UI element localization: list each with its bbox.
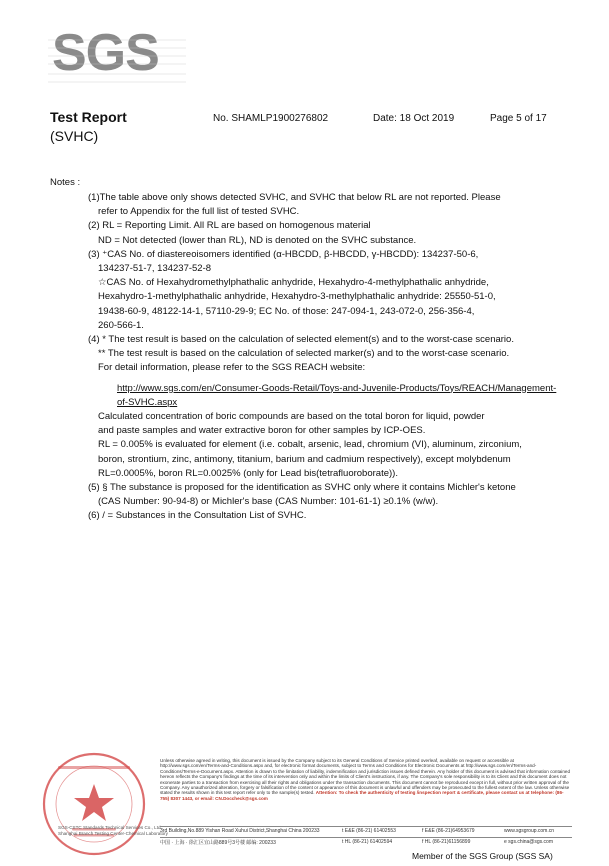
note-line: Calculated concentration of boric compounds are based on the total boron for liquid, powder (98, 411, 485, 423)
note-line: (1)The table above only shows detected SVHC, and SVHC that below RL are not reported. Please (88, 192, 501, 203)
reach-link[interactable]: http://www.sgs.com/en/Consumer-Goods-Retail/Toys-and-Juvenile-Products/Toys/REACH/Management- (117, 382, 557, 394)
note-line: ND = Not detected (lower than RL), ND is denoted on the SVHC substance. (98, 234, 417, 246)
address-en-row (160, 826, 572, 837)
report-subtitle: (SVHC) (50, 128, 99, 144)
reach-link-cont[interactable]: of-SVHC.aspx (117, 396, 178, 408)
report-number: No. SHAMLP1900276802 (213, 113, 329, 124)
note-line: For detail information, please refer to the SGS REACH website: (98, 362, 366, 374)
tel-cn: t HL (86-21) 61402594 (342, 839, 393, 845)
fax-en: f E&E (86-21)64953679 (422, 828, 475, 834)
notes-list (88, 191, 558, 524)
address-cn: 中国 · 上海 · 徐汇区宜山路889号3号楼 邮编: 200233 (160, 840, 276, 846)
note-line: (3) ⁺CAS No. of diastereoisomers identified (α-HBCDD, β-HBCDD, γ-HBCDD): 134237-50-6, (88, 248, 479, 260)
tel-en: t E&E (86-21) 61402553 (342, 828, 396, 834)
note-line: (4) * The test result is based on the calculation of selected element(s) and to the worst-case scenario. (88, 334, 514, 346)
page-number: Page 5 of 17 (490, 113, 547, 124)
note-line: and paste samples and water extractive boron for other samples by ICP-OES. (98, 425, 426, 437)
disclaimer-body: Unless otherwise agreed in writing, this document is issued by the Company subject to its General Conditions of Service printed overleaf, available on request or accessible at http://www.sgs.com/en/Terms-and-Conditions.aspx and, for electronic format documents, subject to Terms and Conditions for Electronic Documents at http://www.sgs.com/en/Terms-and-Conditions/Terms-e-Document.aspx. Attention is drawn to the limitation of liability, indemnification and jurisdiction issues defined therein. Any holder of this document is advised that information contained hereon reflects the Company's findings at the time of its intervention only and within the limits of Client's instructions, if any. The Company's sole responsibility is to its Client and this document does not exonerate parties to a transaction from exercising all their rights and obligations under the transaction documents. This document cannot be reproduced except in full, without prior written approval of the Company. Any unauthorized alteration, forgery or falsification of the content or appearance of this document is unlawful and offenders may be prosecuted to the fullest extent of the law. Unless otherwise stated the results shown in this test report refer only to the sample(s) tested. (160, 758, 570, 796)
note-line: (2) RL = Reporting Limit. All RL are based on homogenous material (88, 220, 371, 232)
note-line: Hexahydro-1-methylphathalic anhydride, Hexahydro-3-methylphathalic anhydride: 25550-51-0, (98, 291, 496, 303)
report-date: Date: 18 Oct 2019 (373, 113, 455, 124)
seal-star-icon (74, 784, 114, 821)
note-line: 134237-51-7, 134237-52-8 (98, 263, 212, 275)
note-line: boron, strontium, zinc, antimony, titanium, barium and cadmium respectively), except molybdenum (98, 453, 511, 465)
fax-cn: f HL (86-21)61156899 (422, 839, 471, 845)
note-line: (6) / = Substances in the Consultation List of SVHC. (88, 510, 307, 522)
seal-caption: SGS-CSTC Standards Technical Services Co., Ltd. Shanghai Branch Testing Center-Chemical Laboratory (58, 825, 168, 836)
notes-heading: Notes : (50, 177, 81, 188)
address-en: 3rd Building,No.889 Yishan Road Xuhui District,Shanghai China 200233 (160, 828, 320, 834)
note-line: 260-566-1. (98, 319, 144, 331)
address-cn-row (160, 837, 572, 848)
company-seal (38, 748, 150, 860)
authenticity-note: Attention: To check the authenticity of testing /inspection report & certificate, please contact us at telephone: (86-755) 8307 1443, or email: CN.Doccheck@sgs.com (160, 790, 564, 801)
note-line: refer to Appendix for the full list of tested SVHC. (98, 206, 300, 218)
footer-member: Member of the SGS Group (SGS SA) (412, 851, 553, 861)
sgs-logo (48, 22, 186, 88)
note-line: (CAS Number: 90-94-8) or Michler's base (CAS Number: 101-61-1) ≥0.1% (w/w). (98, 496, 439, 508)
logo-text: SGS (52, 24, 159, 82)
note-line: RL = 0.005% is evaluated for element (i.e. cobalt, arsenic, lead, chromium (VI), aluminum, zirconium, (98, 439, 522, 451)
email-link[interactable]: e sgs.china@sgs.com (504, 839, 553, 845)
disclaimer-text (160, 758, 572, 801)
web-link[interactable]: www.sgsgroup.com.cn (504, 828, 555, 834)
note-line: (5) § The substance is proposed for the identification as SVHC only where it contains Michler's ketone (88, 482, 516, 494)
note-line: ** The test result is based on the calculation of selected marker(s) and to the worst-case scenario. (98, 348, 510, 360)
note-line: ☆CAS No. of Hexahydromethylphathalic anhydride, Hexahydro-4-methylphathalic anhydride, (98, 277, 489, 289)
report-title: Test Report (50, 109, 127, 125)
note-line: 19438-60-9, 48122-14-1, 57110-29-9; EC No. of those: 247-094-1, 243-072-0, 256-356-4, (98, 305, 475, 317)
note-line: RL=0.0005%, boron RL=0.0025% (only for Lead bis(tetrafluoroborate)). (98, 467, 398, 479)
